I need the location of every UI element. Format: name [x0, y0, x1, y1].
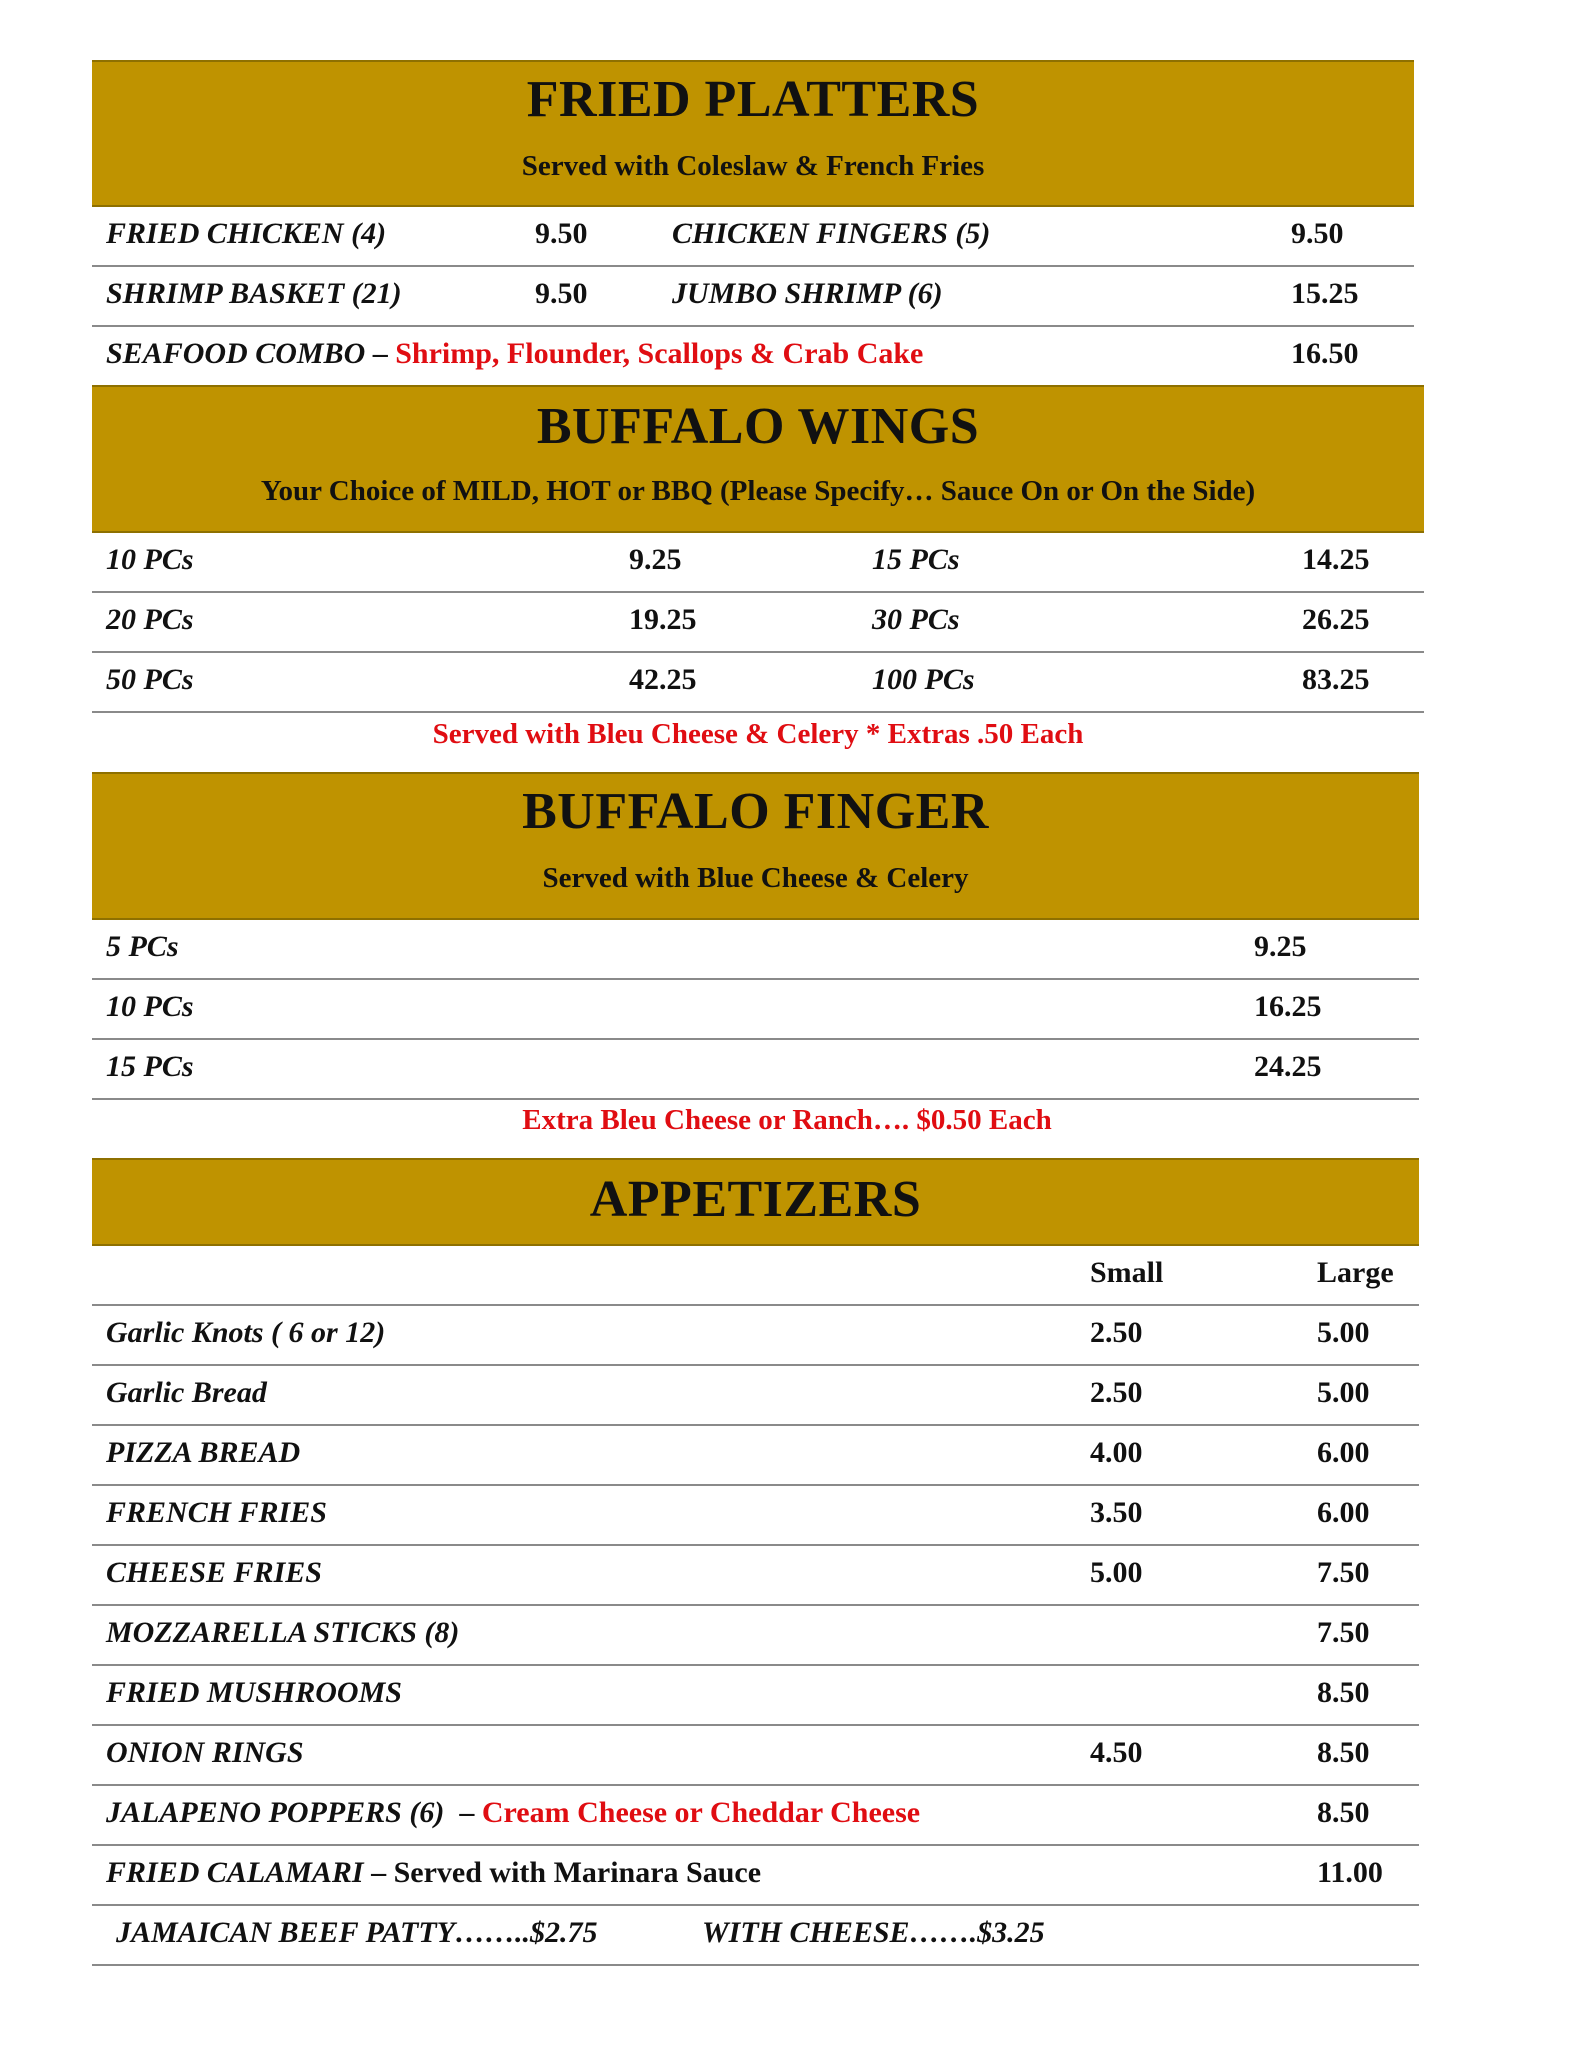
menu-row [92, 653, 1424, 713]
item-price: 24.25 [1254, 1050, 1322, 1083]
item-name: FRIED CHICKEN (4) [106, 217, 387, 250]
menu-row [92, 327, 1414, 387]
item-price-large: 7.50 [1317, 1556, 1370, 1589]
menu-row [92, 1426, 1419, 1486]
item-price: 15.25 [1291, 277, 1359, 310]
item-price: 9.50 [1291, 217, 1344, 250]
col-small: Small [1090, 1256, 1164, 1289]
menu-row [92, 1846, 1419, 1906]
item-price-large: 5.00 [1317, 1316, 1370, 1349]
item-price-small: 4.00 [1090, 1436, 1143, 1469]
item-name: 100 PCs [872, 663, 975, 696]
item-name: 50 PCs [106, 663, 194, 696]
item-name: 15 PCs [106, 1050, 194, 1083]
item-price: 9.25 [629, 543, 682, 576]
fried-platters-header [92, 60, 1414, 207]
item-price-small: 2.50 [1090, 1316, 1143, 1349]
item-price: 11.00 [1317, 1856, 1383, 1889]
item-price: 16.50 [1291, 337, 1359, 370]
item-price: 19.25 [629, 603, 697, 636]
combo-detail: Shrimp, Flounder, Scallops & Crab Cake [395, 337, 924, 370]
combo-dash: – [365, 337, 396, 370]
menu-row [92, 1366, 1419, 1426]
item-name: PIZZA BREAD [106, 1436, 301, 1469]
menu-row [92, 267, 1414, 327]
section-subtitle: Your Choice of MILD, HOT or BBQ (Please Specify… Sauce On or On the Side) [260, 475, 1256, 507]
item-price-large: 8.50 [1317, 1676, 1370, 1709]
item-price-small: 3.50 [1090, 1496, 1143, 1529]
item-price-large: 7.50 [1317, 1616, 1370, 1649]
patty-right: WITH CHEESE…….$3.25 [702, 1916, 1045, 1949]
menu-row [92, 1786, 1419, 1846]
menu-row [92, 1666, 1419, 1726]
section-title: BUFFALO WINGS [536, 398, 980, 455]
item-name: FRENCH FRIES [106, 1496, 327, 1529]
menu-row [92, 533, 1424, 593]
menu-row [92, 980, 1419, 1040]
item-name: FRIED MUSHROOMS [106, 1676, 402, 1709]
item-name [106, 1796, 920, 1830]
menu-row [92, 1726, 1419, 1786]
menu-row [92, 593, 1424, 653]
poppers-detail: Cream Cheese or Cheddar Cheese [481, 1796, 921, 1829]
menu-row [92, 1306, 1419, 1366]
appetizers-column-header [92, 1246, 1419, 1306]
menu-row [92, 1486, 1419, 1546]
item-price-large: 8.50 [1317, 1736, 1370, 1769]
item-price-small: 2.50 [1090, 1376, 1143, 1409]
menu-row [92, 920, 1419, 980]
item-price-large: 6.00 [1317, 1496, 1370, 1529]
poppers-dash: – [444, 1796, 482, 1829]
item-price-large: 6.00 [1317, 1436, 1370, 1469]
item-name: CHICKEN FINGERS (5) [672, 217, 991, 250]
item-price: 16.25 [1254, 990, 1322, 1023]
buffalo-wings-header [92, 385, 1424, 533]
menu-row [92, 207, 1414, 267]
buffalo-finger-header [92, 772, 1419, 920]
menu-row [92, 1606, 1419, 1666]
item-price-small: 4.50 [1090, 1736, 1143, 1769]
item-price: 26.25 [1302, 603, 1370, 636]
section-subtitle: Served with Coleslaw & French Fries [521, 150, 985, 182]
menu-row [92, 1906, 1419, 1966]
item-name: 20 PCs [106, 603, 194, 636]
item-price: 9.50 [535, 217, 588, 250]
item-price: 14.25 [1302, 543, 1370, 576]
calamari-dash: – [363, 1856, 394, 1889]
item-name [106, 337, 923, 371]
item-name: SHRIMP BASKET (21) [106, 277, 402, 310]
appetizers-header [92, 1158, 1419, 1246]
item-name: 15 PCs [872, 543, 960, 576]
item-name: 30 PCs [872, 603, 960, 636]
item-price: 42.25 [629, 663, 697, 696]
item-price: 83.25 [1302, 663, 1370, 696]
item-name: JUMBO SHRIMP (6) [672, 277, 943, 310]
item-name: 10 PCs [106, 543, 194, 576]
item-name: 10 PCs [106, 990, 194, 1023]
item-name [106, 1856, 761, 1890]
combo-name: SEAFOOD COMBO [106, 337, 366, 370]
calamari-detail: Served with Marinara Sauce [393, 1856, 762, 1889]
menu-row [92, 1040, 1419, 1100]
menu-row [92, 1546, 1419, 1606]
item-name: Garlic Knots ( 6 or 12) [106, 1316, 386, 1349]
item-name: CHEESE FRIES [106, 1556, 322, 1589]
item-name: 5 PCs [106, 930, 179, 963]
section-subtitle: Served with Blue Cheese & Celery [542, 862, 969, 894]
item-name: ONION RINGS [106, 1736, 304, 1769]
section-title: APPETIZERS [589, 1171, 922, 1228]
poppers-name: JALAPENO POPPERS (6) [106, 1796, 445, 1829]
patty-left: JAMAICAN BEEF PATTY……..$2.75 [116, 1916, 598, 1949]
item-price: 9.25 [1254, 930, 1307, 963]
item-name: Garlic Bread [106, 1376, 267, 1409]
item-price: 8.50 [1317, 1796, 1370, 1829]
section-title: BUFFALO FINGER [522, 783, 989, 840]
item-price-large: 5.00 [1317, 1376, 1370, 1409]
item-price-small: 5.00 [1090, 1556, 1143, 1589]
item-price: 9.50 [535, 277, 588, 310]
calamari-name: FRIED CALAMARI [106, 1856, 364, 1889]
col-large: Large [1317, 1256, 1394, 1289]
item-name: MOZZARELLA STICKS (8) [106, 1616, 460, 1649]
section-title: FRIED PLATTERS [526, 71, 980, 128]
wings-note: Served with Bleu Cheese & Celery * Extras .50 Each [432, 718, 1084, 750]
finger-note: Extra Bleu Cheese or Ranch…. $0.50 Each [522, 1104, 1052, 1136]
